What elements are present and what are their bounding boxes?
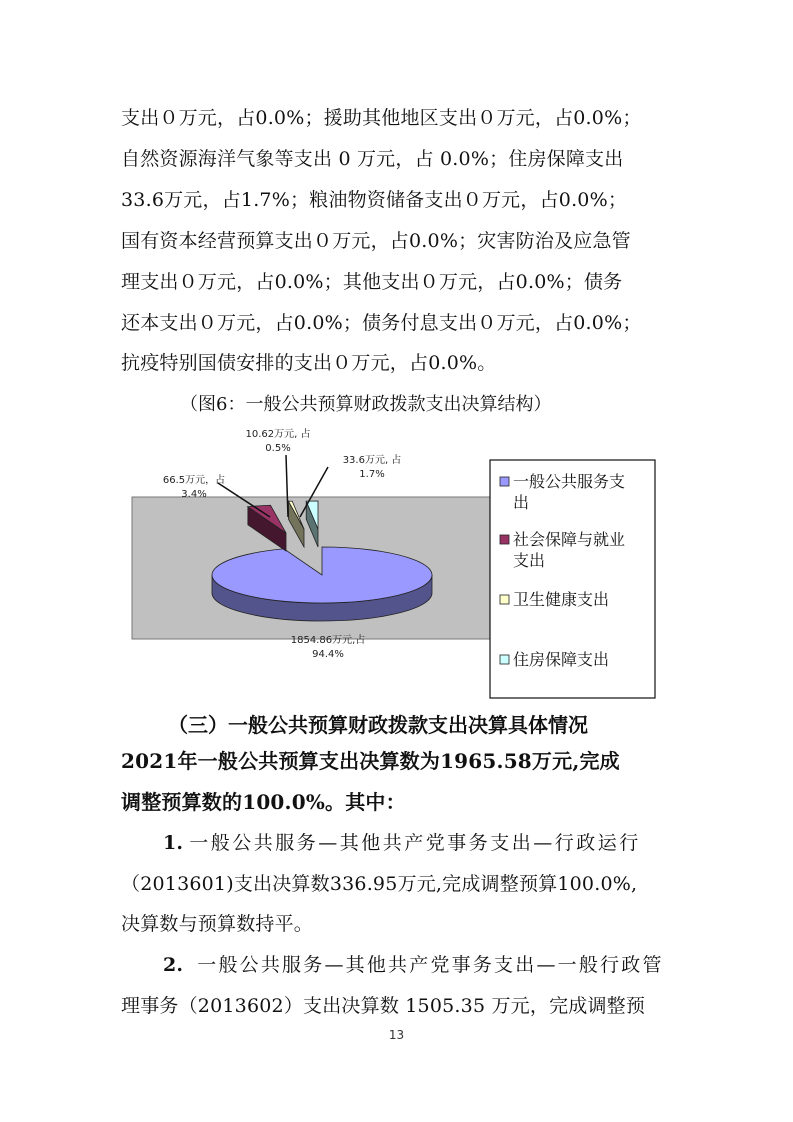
legend-swatch-3 [500, 595, 509, 604]
item-1-line-3: 决算数与预算数持平。 [121, 913, 314, 935]
legend-swatch-4 [500, 655, 509, 664]
item-2-text: 一般公共服务—其他共产党事务支出—一般行政管 [197, 954, 664, 976]
item-2-line-2: 理事务（2013602）支出决算数 1505.35 万元，完成调整预 [121, 995, 646, 1017]
legend-label-2: 社会保障与就业 [513, 530, 626, 549]
body-line-1: 支出０万元，占0.0%；援助其他地区支出０万元，占0.0%； [121, 107, 642, 129]
item-1-text: 一般公共服务—其他共产党事务支出—行政运行 [189, 832, 641, 854]
section-intro-line-2: 调整预算数的100.0%。其中： [121, 790, 406, 814]
body-line-4: 国有资本经营预算支出０万元，占0.0%；灾害防治及应急管 [121, 230, 631, 252]
pie-chart [118, 425, 663, 705]
item-2-line-1 [121, 955, 676, 975]
body-line-2: 自然资源海洋气象等支出 0 万元，占 0.0%；住房保障支出 [121, 148, 624, 170]
slice-label-2-percent: 3.4% [181, 489, 207, 500]
slice-label-1-value: 1854.86万元,占 [290, 635, 366, 646]
body-line-6: 还本支出０万元，占0.0%；债务付息支出０万元，占0.0%； [121, 312, 642, 334]
section-heading: （三）一般公共预算财政拨款支出决算具体情况 [168, 713, 588, 737]
item-2-number: 2. [163, 954, 184, 976]
legend-label-1-cont: 出 [513, 493, 530, 512]
slice-label-4-value: 33.6万元, 占 [342, 455, 402, 466]
legend-label-1: 一般公共服务支 [513, 472, 626, 491]
legend-swatch-2 [500, 535, 509, 544]
figure-caption: （图6：一般公共预算财政拨款支出决算结构） [180, 394, 552, 415]
body-line-7: 抗疫特别国债安排的支出０万元，占0.0%。 [121, 352, 497, 374]
slice-label-4-percent: 1.7% [359, 469, 385, 480]
slice-label-1-percent: 94.4% [312, 649, 344, 660]
section-intro-line-1: 2021年一般公共预算支出决算数为1965.58万元,完成 [121, 749, 620, 773]
body-line-5: 理支出０万元，占0.0%；其他支出０万元，占0.0%；债务 [121, 271, 623, 293]
slice-label-3-percent: 0.5% [265, 443, 291, 454]
item-1-line-1 [121, 833, 676, 853]
pie-slice-1 [212, 547, 432, 621]
body-line-3: 33.6万元，占1.7%；粮油物资储备支出０万元，占0.0%； [121, 189, 628, 211]
item-1-number: 1. [163, 832, 184, 854]
page-number: 13 [388, 1028, 405, 1042]
legend-label-4: 住房保障支出 [513, 650, 610, 669]
slice-label-3-value: 10.62万元, 占 [245, 429, 311, 440]
slice-label-2-value: 66.5万元，占 [162, 475, 226, 486]
legend-label-3: 卫生健康支出 [513, 590, 610, 609]
legend-label-2-cont: 支出 [513, 551, 546, 570]
legend-swatch-1 [500, 477, 509, 486]
item-1-line-2: （2013601)支出决算数336.95万元,完成调整预算100.0%, [121, 873, 638, 895]
